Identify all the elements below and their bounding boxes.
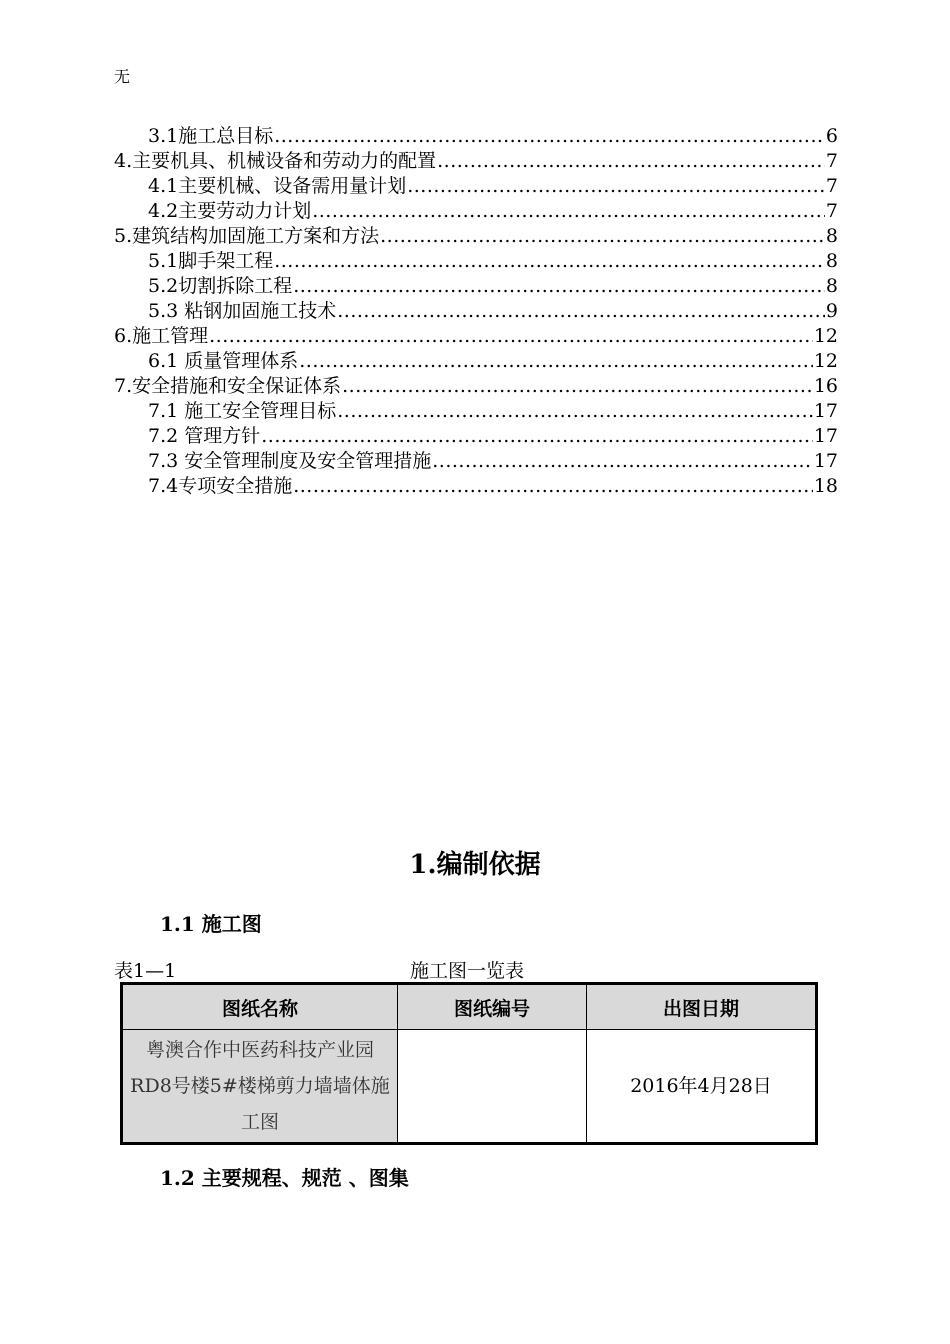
toc-entry-page: 8	[825, 250, 838, 272]
toc-entry[interactable]	[114, 374, 838, 399]
toc-entry-title: 5.3 粘钢加固施工技术	[148, 300, 337, 322]
toc-entry-title: 4.2主要劳动力计划	[148, 200, 312, 222]
toc-entry-title: 4.1主要机械、设备需用量计划	[148, 175, 407, 197]
toc-entry-page: 8	[825, 275, 838, 297]
column-header: 图纸名称	[122, 984, 398, 1030]
table-label: 表1—1	[114, 960, 177, 982]
toc-leader-dots	[337, 299, 825, 324]
subsection-title: 1.2 主要规程、规范 、图集	[160, 1166, 409, 1190]
toc-entry-title: 7.4专项安全措施	[148, 475, 293, 497]
toc-entry-title: 6.施工管理	[114, 325, 209, 347]
toc-entry-title: 5.2切割拆除工程	[148, 275, 293, 297]
subsection-title: 1.1 施工图	[160, 912, 262, 936]
toc-entry-title: 6.1 质量管理体系	[148, 350, 299, 372]
toc-entry[interactable]	[114, 474, 838, 499]
toc-leader-dots	[437, 149, 825, 174]
toc-entry-page: 9	[825, 300, 838, 322]
column-header: 出图日期	[587, 984, 817, 1030]
toc-leader-dots	[342, 374, 813, 399]
toc-entry[interactable]	[114, 399, 838, 424]
header-mark: 无	[114, 67, 131, 86]
toc-entry-page: 18	[813, 475, 838, 497]
drawing-number-cell	[398, 1030, 587, 1144]
toc-entry-title: 5.1脚手架工程	[148, 250, 274, 272]
toc-entry[interactable]	[114, 449, 838, 474]
toc-leader-dots	[337, 399, 813, 424]
table-caption: 施工图一览表	[410, 960, 525, 982]
toc-entry-page: 7	[825, 150, 838, 172]
toc-entry-page: 7	[825, 200, 838, 222]
toc-leader-dots	[209, 324, 813, 349]
toc-entry-title: 7.1 施工安全管理目标	[148, 400, 337, 422]
toc-entry-page: 17	[813, 400, 838, 422]
toc-entry[interactable]	[114, 349, 838, 374]
drawings-table	[120, 982, 818, 1145]
table-header-row	[122, 984, 817, 1030]
toc-entry-page: 16	[813, 375, 838, 397]
toc-entry-page: 17	[813, 425, 838, 447]
toc-leader-dots	[432, 449, 813, 474]
toc-entry-page: 12	[813, 350, 838, 372]
toc-leader-dots	[407, 174, 825, 199]
toc-entry-title: 7.安全措施和安全保证体系	[114, 375, 342, 397]
toc-leader-dots	[299, 349, 813, 374]
toc-leader-dots	[380, 224, 825, 249]
toc-entry-page: 12	[813, 325, 838, 347]
toc-entry-title: 5.建筑结构加固施工方案和方法	[114, 225, 380, 247]
toc-entry[interactable]	[114, 274, 838, 299]
toc-entry-page: 8	[825, 225, 838, 247]
toc-leader-dots	[312, 199, 825, 224]
table-of-contents	[114, 124, 838, 499]
drawing-name-cell: 粤澳合作中医药科技产业园RD8号楼5#楼梯剪力墙墙体施工图	[122, 1030, 398, 1144]
toc-leader-dots	[293, 474, 813, 499]
toc-entry-page: 7	[825, 175, 838, 197]
section-title: 1.编制依据	[409, 850, 541, 880]
toc-leader-dots	[261, 424, 813, 449]
toc-entry[interactable]	[114, 149, 838, 174]
toc-entry-title: 7.2 管理方针	[148, 425, 261, 447]
toc-entry[interactable]	[114, 424, 838, 449]
toc-entry-title: 3.1施工总目标	[148, 125, 274, 147]
toc-entry-page: 6	[825, 125, 838, 147]
toc-entry[interactable]	[114, 199, 838, 224]
toc-entry[interactable]	[114, 174, 838, 199]
table-row	[122, 1030, 817, 1144]
toc-leader-dots	[274, 124, 825, 149]
toc-entry[interactable]	[114, 224, 838, 249]
toc-entry[interactable]	[114, 299, 838, 324]
toc-entry-title: 7.3 安全管理制度及安全管理措施	[148, 450, 432, 472]
toc-leader-dots	[274, 249, 825, 274]
toc-entry-page: 17	[813, 450, 838, 472]
column-header: 图纸编号	[398, 984, 587, 1030]
drawing-date-cell: 2016年4月28日	[587, 1030, 817, 1144]
toc-leader-dots	[293, 274, 825, 299]
toc-entry[interactable]	[114, 124, 838, 149]
toc-entry-title: 4.主要机具、机械设备和劳动力的配置	[114, 150, 437, 172]
toc-entry[interactable]	[114, 249, 838, 274]
toc-entry[interactable]	[114, 324, 838, 349]
